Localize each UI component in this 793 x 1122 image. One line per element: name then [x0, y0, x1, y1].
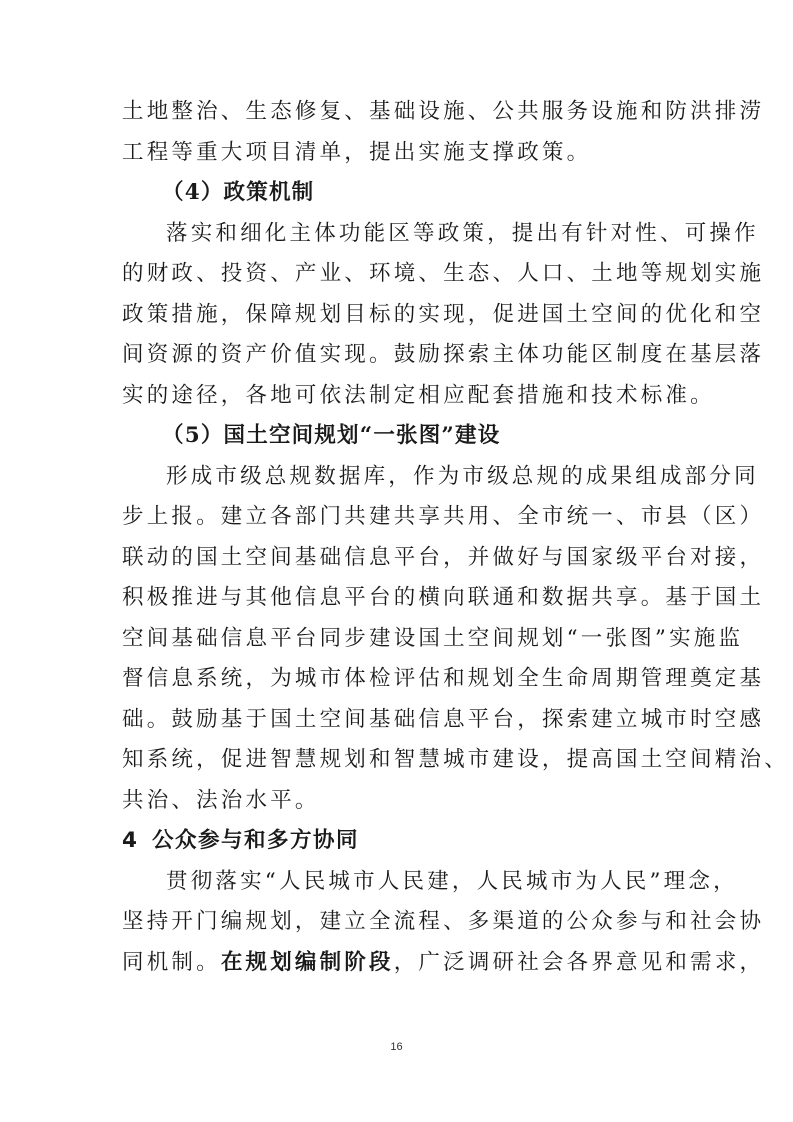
- body-line: 坚持开门编规划，建立全流程、多渠道的公众参与和社会协: [122, 909, 765, 934]
- body-line-with-emphasis: [122, 943, 765, 984]
- body-line: 的财政、投资、产业、环境、生态、人口、土地等规划实施: [122, 261, 765, 286]
- body-line: 联动的国土空间基础信息平台，并做好与国家级平台对接，: [122, 544, 765, 570]
- body-line: 土地整治、生态修复、基础设施、公共服务设施和防洪排涝: [122, 99, 765, 124]
- paragraph-first-line: 贯彻落实“人民城市人民建，人民城市为人民”理念，: [166, 868, 738, 894]
- body-line: 工程等重大项目清单，提出实施支撑政策。: [122, 139, 592, 165]
- body-line: 础。鼓励基于国土空间基础信息平台，探索建立城市时空感: [122, 706, 765, 732]
- section-title: 公众参与和多方协同: [152, 828, 360, 853]
- section-heading-public-participation: [122, 821, 672, 862]
- body-line: 空间基础信息平台同步建设国土空间规划“一张图”实施监: [122, 625, 744, 651]
- body-line: 积极推进与其他信息平台的横向联通和数据共享。基于国土: [122, 585, 765, 610]
- body-line: 间资源的资产价值实现。鼓励探索主体功能区制度在基层落: [122, 342, 765, 367]
- body-line: 督信息系统，为城市体检评估和规划全生命周期管理奠定基: [122, 666, 765, 691]
- emphasis-text: 在规划编制阶段: [220, 949, 394, 975]
- paragraph-first-line: 形成市级总规数据库，作为市级总规的成果组成部分同: [166, 463, 759, 489]
- subsection-heading-one-map: （5）国土空间规划“一张图”建设: [162, 423, 501, 448]
- body-text: ，广泛调研社会各界意见和需求，: [393, 949, 765, 975]
- body-line: 政策措施，保障规划目标的实现，促进国土空间的优化和空: [122, 301, 765, 327]
- body-line: 实的途径，各地可依法制定相应配套措施和技术标准。: [122, 382, 715, 408]
- body-text: 同机制。: [122, 949, 221, 975]
- body-line: 共治、法治水平。: [122, 787, 320, 813]
- document-page: [122, 92, 789, 983]
- paragraph-first-line: 落实和细化主体功能区等政策，提出有针对性、可操作: [166, 220, 759, 246]
- page-number: 16: [390, 1041, 403, 1053]
- body-line: 知系统，促进智慧规划和智慧城市建设，提高国土空间精治、: [122, 747, 789, 772]
- subsection-heading-policy-mechanism: （4）政策机制: [162, 180, 315, 205]
- section-number: 4: [122, 828, 139, 853]
- body-line: 步上报。建立各部门共建共享共用、全市统一、市县（区）: [122, 504, 765, 529]
